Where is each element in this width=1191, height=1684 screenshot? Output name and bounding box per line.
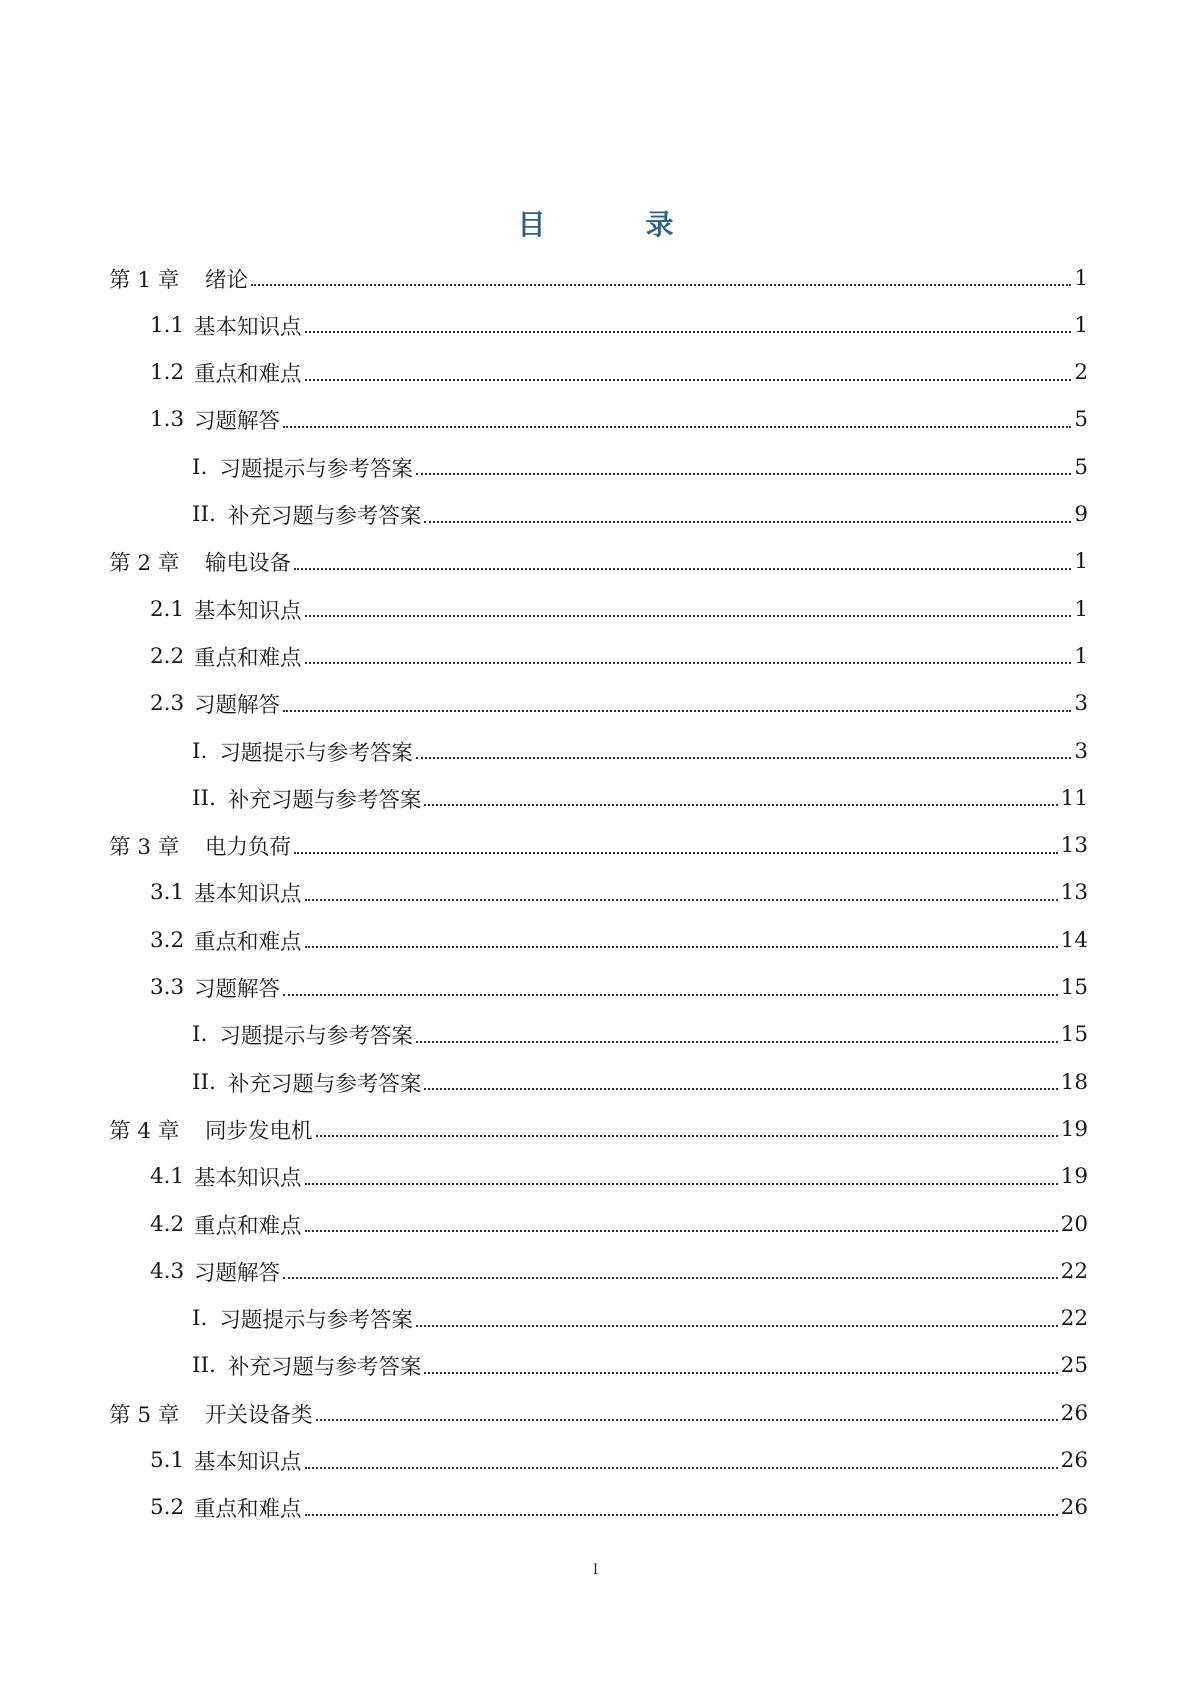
toc-entry-title: 重点和难点 (194, 1497, 302, 1523)
toc-entry-number: 1.2 (150, 360, 185, 386)
toc-dot-leader (305, 1183, 1058, 1185)
toc-entry-page-number: 3 (1074, 691, 1088, 717)
toc-entry-title: 电力负荷 (205, 835, 292, 861)
toc-section-entry[interactable] (150, 968, 1088, 1008)
toc-entry-title: 习题解答 (194, 409, 281, 435)
toc-entry-page-number: 13 (1060, 833, 1088, 859)
toc-entry-title: 输电设备 (205, 551, 292, 577)
toc-entry-number: 3.3 (150, 975, 185, 1000)
toc-entry-number: 2.2 (150, 643, 185, 669)
toc-section-entry[interactable] (150, 920, 1088, 960)
toc-entry-page-number: 19 (1060, 1164, 1088, 1190)
toc-section-entry[interactable] (150, 684, 1088, 724)
toc-entry-title: 重点和难点 (194, 1213, 302, 1239)
toc-entry-number: 2.1 (150, 596, 185, 622)
toc-entry-number: II. (192, 1069, 216, 1095)
toc-entry-page-number: 25 (1060, 1353, 1088, 1379)
toc-dot-leader (305, 662, 1072, 664)
toc-section-entry[interactable] (150, 1204, 1088, 1244)
toc-dot-leader (416, 1325, 1058, 1327)
toc-entry-page-number: 15 (1060, 975, 1088, 1000)
footer-page-number: I (592, 1562, 599, 1578)
toc-entry-page-number: 5 (1074, 454, 1088, 480)
toc-entry-title: 习题提示与参考答案 (219, 1024, 413, 1050)
toc-entry-page-number: 5 (1074, 407, 1088, 433)
toc-entry-number: 3.2 (150, 927, 185, 953)
toc-entry-page-number: 1 (1074, 643, 1088, 669)
toc-dot-leader (305, 1230, 1058, 1232)
toc-entry-page-number: 26 (1060, 1400, 1088, 1426)
toc-section-entry[interactable] (150, 1251, 1088, 1291)
toc-section-entry[interactable] (150, 353, 1088, 393)
toc-dot-leader (305, 899, 1058, 901)
toc-subsection-entry[interactable] (192, 1346, 1088, 1386)
toc-entry-page-number: 22 (1060, 1258, 1088, 1284)
toc-section-entry[interactable] (150, 589, 1088, 629)
toc-entry-title: 重点和难点 (194, 929, 302, 955)
toc-chapter-entry[interactable] (109, 258, 1088, 298)
toc-dot-leader (316, 1135, 1058, 1137)
toc-section-entry[interactable] (150, 1488, 1088, 1528)
toc-subsection-entry[interactable] (192, 731, 1088, 771)
toc-dot-leader (305, 331, 1072, 333)
toc-entry-number: 第 2 章 (109, 551, 180, 577)
toc-entry-number: 2.3 (150, 691, 185, 717)
toc-dot-leader (305, 379, 1072, 381)
toc-entry-title: 习题提示与参考答案 (219, 456, 413, 482)
toc-entry-page-number: 15 (1060, 1022, 1088, 1048)
toc-subsection-entry[interactable] (192, 495, 1088, 535)
toc-entry-title: 基本知识点 (194, 882, 302, 908)
toc-section-entry[interactable] (150, 873, 1088, 913)
toc-entry-page-number: 9 (1074, 502, 1088, 527)
toc-chapter-entry[interactable] (109, 1109, 1088, 1149)
toc-entry-page-number: 22 (1060, 1306, 1088, 1332)
toc-entry-title: 基本知识点 (194, 598, 302, 624)
toc-dot-leader (283, 426, 1071, 428)
toc-entry-number: I. (192, 454, 208, 480)
toc-entry-number: II. (192, 1353, 216, 1379)
toc-entry-title: 习题提示与参考答案 (219, 1308, 413, 1334)
toc-chapter-entry[interactable] (109, 826, 1088, 866)
toc-dot-leader (305, 1467, 1058, 1469)
toc-dot-leader (424, 1088, 1057, 1090)
toc-entry-page-number: 14 (1060, 927, 1088, 953)
toc-entry-number: 1.1 (150, 312, 185, 338)
toc-entry-title: 基本知识点 (194, 1166, 302, 1192)
page-title: 目 录 (517, 208, 710, 241)
toc-dot-leader (294, 852, 1058, 854)
toc-dot-leader (305, 946, 1058, 948)
toc-section-entry[interactable] (150, 400, 1088, 440)
toc-entry-title: 基本知识点 (194, 314, 302, 340)
toc-entry-title: 习题解答 (194, 693, 281, 719)
toc-entry-number: 5.1 (150, 1448, 185, 1473)
toc-section-entry[interactable] (150, 1441, 1088, 1481)
toc-entry-number: 第 1 章 (109, 267, 180, 293)
toc-dot-leader (316, 1419, 1058, 1421)
toc-subsection-entry[interactable] (192, 778, 1088, 818)
toc-dot-leader (416, 473, 1071, 475)
toc-entry-number: 4.3 (150, 1258, 185, 1284)
toc-entry-number: 第 3 章 (109, 835, 180, 861)
toc-entry-title: 习题解答 (194, 1260, 281, 1286)
toc-dot-leader (424, 1372, 1057, 1374)
toc-dot-leader (416, 1041, 1058, 1043)
toc-dot-leader (305, 615, 1072, 617)
toc-chapter-entry[interactable] (109, 1393, 1088, 1433)
toc-subsection-entry[interactable] (192, 1299, 1088, 1339)
toc-dot-leader (283, 1277, 1058, 1279)
toc-entry-page-number: 1 (1074, 596, 1088, 622)
toc-entry-title: 补充习题与参考答案 (227, 787, 422, 813)
toc-dot-leader (305, 1514, 1058, 1516)
toc-dot-leader (294, 568, 1071, 570)
toc-dot-leader (283, 994, 1058, 996)
toc-dot-leader (424, 521, 1071, 523)
toc-entry-page-number: 11 (1060, 785, 1088, 811)
toc-entry-page-number: 1 (1074, 265, 1088, 291)
toc-entry-number: 第 4 章 (109, 1118, 180, 1144)
toc-entry-title: 重点和难点 (194, 362, 302, 388)
toc-subsection-entry[interactable] (192, 447, 1088, 487)
toc-section-entry[interactable] (150, 636, 1088, 676)
toc-chapter-entry[interactable] (109, 542, 1088, 582)
toc-dot-leader (283, 710, 1071, 712)
toc-entry-number: 4.1 (150, 1164, 185, 1190)
toc-entry-title: 重点和难点 (194, 645, 302, 671)
toc-entry-number: I. (192, 738, 208, 764)
toc-dot-leader (251, 284, 1071, 286)
toc-entry-title: 习题提示与参考答案 (219, 740, 413, 766)
toc-entry-number: 4.2 (150, 1211, 185, 1237)
toc-section-entry[interactable] (150, 305, 1088, 345)
toc-entry-page-number: 2 (1074, 360, 1088, 386)
toc-entry-page-number: 3 (1074, 738, 1088, 764)
toc-entry-title: 绪论 (205, 267, 249, 293)
toc-entry-page-number: 19 (1060, 1116, 1088, 1142)
toc-dot-leader (416, 757, 1071, 759)
toc-entry-title: 开关设备类 (205, 1402, 313, 1428)
toc-entry-number: II. (192, 502, 216, 527)
toc-subsection-entry[interactable] (192, 1015, 1088, 1055)
toc-entry-number: 第 5 章 (109, 1402, 180, 1428)
toc-entry-number: 3.1 (150, 880, 185, 906)
toc-entry-number: I. (192, 1306, 208, 1332)
toc-entry-number: 1.3 (150, 407, 185, 433)
toc-entry-page-number: 20 (1060, 1211, 1088, 1237)
toc-dot-leader (424, 804, 1057, 806)
toc-entry-number: 5.2 (150, 1495, 185, 1521)
toc-entry-page-number: 18 (1060, 1069, 1088, 1095)
toc-entry-title: 习题解答 (194, 977, 281, 1002)
toc-entry-number: II. (192, 785, 216, 811)
toc-entry-title: 基本知识点 (194, 1450, 302, 1475)
toc-entry-page-number: 1 (1074, 549, 1088, 575)
toc-entry-page-number: 13 (1060, 880, 1088, 906)
toc-entry-title: 同步发电机 (205, 1118, 313, 1144)
toc-entry-page-number: 26 (1060, 1495, 1088, 1521)
toc-entry-page-number: 26 (1060, 1448, 1088, 1473)
toc-subsection-entry[interactable] (192, 1062, 1088, 1102)
toc-entry-title: 补充习题与参考答案 (227, 504, 422, 529)
toc-section-entry[interactable] (150, 1157, 1088, 1197)
toc-entry-page-number: 1 (1074, 312, 1088, 338)
toc-entry-title: 补充习题与参考答案 (227, 1355, 422, 1381)
toc-entry-number: I. (192, 1022, 208, 1048)
toc-entry-title: 补充习题与参考答案 (227, 1071, 422, 1097)
